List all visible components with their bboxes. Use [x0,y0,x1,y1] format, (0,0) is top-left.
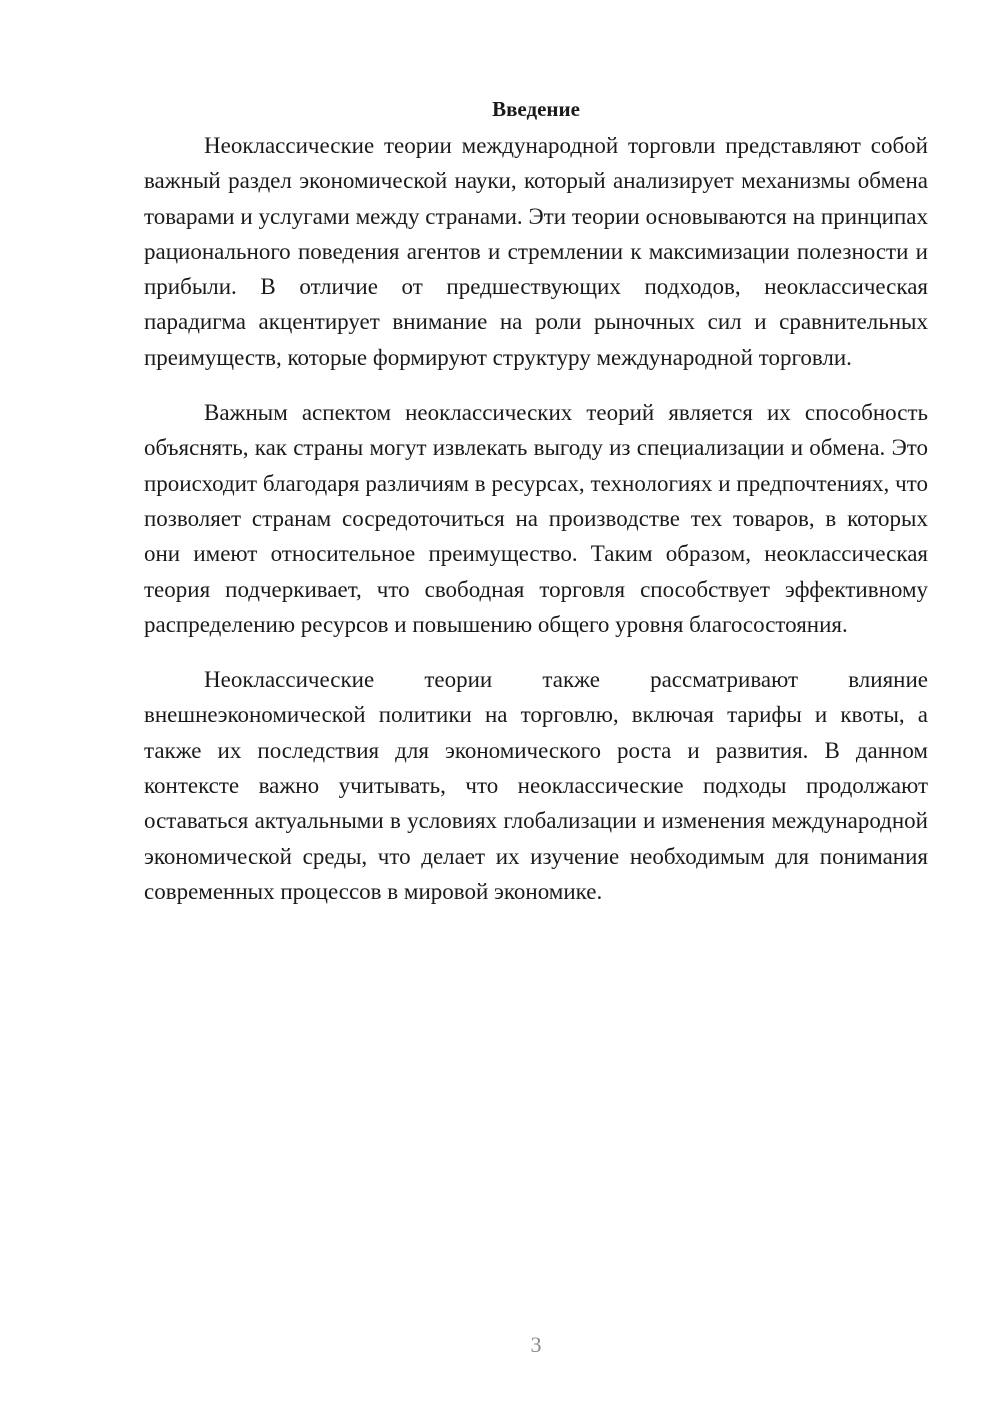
paragraph-1: Неоклассические теории международной торговли представляют собой важный раздел экономической науки, который анализирует механизмы обмена товарами и услугами между странами. Эти теории основываются на принципах рационального поведения агентов и стремлении к максимизации полезности и прибыли. В отличие от предшествующих подходов, неоклассическая парадигма акцентирует внимание на роли рыночных сил и сравнительных преимуществ, которые формируют структуру международной торговли. [144,133,928,370]
section-heading: Введение [492,97,580,121]
page-number: 3 [530,1332,542,1357]
page-content [144,92,928,909]
paragraph-2: Важным аспектом неоклассических теорий является их способность объяснять, как страны могут извлекать выгоду из специализации и обмена. Это происходит благодаря различиям в ресурсах, технологиях и предпочтениях, что позволяет странам сосредоточиться на производстве тех товаров, в которых они имеют относительное преимущество. Таким образом, неоклассическая теория подчеркивает, что свободная торговля способствует эффективному распределению ресурсов и повышению общего уровня благосостояния. [144,400,928,637]
paragraph-3: Неоклассические теории также рассматривают влияние внешнеэкономической политики на торговлю, включая тарифы и квоты, а также их последствия для экономического роста и развития. В данном контексте важно учитывать, что неоклассические подходы продолжают оставаться актуальными в условиях глобализации и изменения международной экономической среды, что делает их изучение необходимым для понимания современных процессов в мировой экономике. [144,667,928,904]
